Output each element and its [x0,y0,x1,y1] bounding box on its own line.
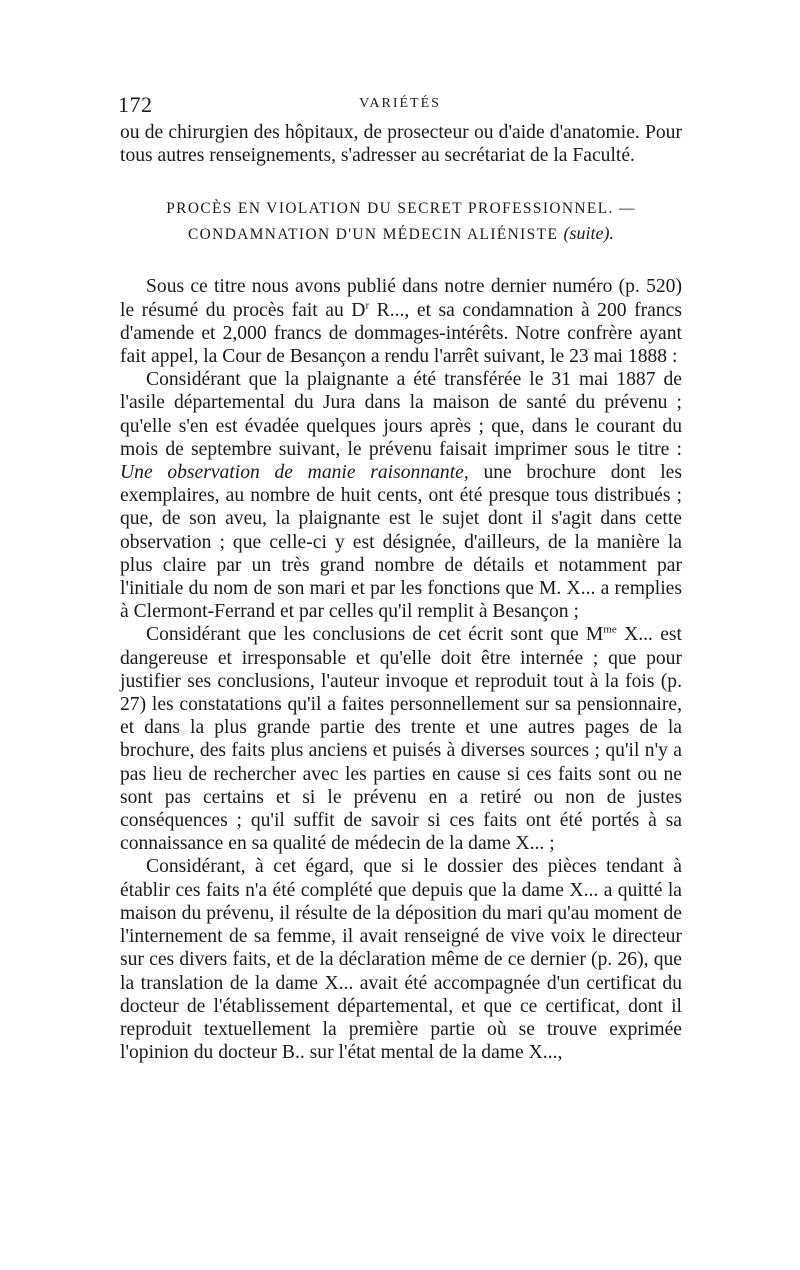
paragraph-2-italic-title: Une observation de manie raisonnante, [120,462,469,484]
paragraph-1-superscript: r [365,299,370,312]
page-header [118,92,682,122]
section-title-suite: (suite). [563,223,614,244]
paragraph-3-text-a: Considérant que les conclusions de cet écrit sont que M [146,624,604,646]
paragraph-4: Considérant, à cet égard, que si le dossier des pièces tendant à établir ces faits n'a été complété que depuis que la dame X... a quitté la maison du prévenu, il résulte de la déposition du mari qu'au moment de l'internement de sa femme, il avait renseigné de vive voix le directeur sur ces divers faits, et de la déclaration même de ce dernier (p. 26), que la translation de la dame X... avait été accompagnée d'un certificat du docteur de l'établissement départemental, et que ce certificat, dont il reproduit textuellement la première partie où se trouve exprimée l'opinion du docteur B.. sur l'état mental de la dame X..., [120,856,682,1064]
paragraph-2-text-b: une brochure dont les exemplaires, au nombre de huit cents, ont été presque tous distribués ; que, de son aveu, la plaignante est le sujet dont il s'agit dans cette observation ; que celle-ci y est désignée, d'ailleurs, de la manière la plus claire par un très grand nombre de détails et notamment par l'initiale du nom de son mari et par les fonctions que M. X... a remplies à Clermont-Ferrand et par celles qu'il remplit à Besançon ; [120,462,682,623]
paragraph-2 [120,368,682,623]
paragraph-2-text-a: Considérant que la plaignante a été transférée le 31 mai 1887 de l'asile départemental du Jura dans la maison de santé du prévenu ; qu'elle s'en est évadée quelques jours après ; que, dans le courant du mois de septembre suivant, le prévenu faisait imprimer sous le titre : [120,369,682,460]
paragraph-1-text-a: Sous ce titre nous avons publié dans notre dernier numéro (p. 520) le résumé du procès fait au D [120,276,682,321]
page-number: 172 [118,92,153,117]
section-title [120,197,682,247]
paragraph-3 [120,623,682,855]
paragraph-3-superscript: me [603,623,617,636]
intro-paragraph: ou de chirurgien des hôpitaux, de prosecteur ou d'aide d'anatomie. Pour tous autres renseignements, s'adresser au secrétariat de la Faculté. [120,122,682,167]
page-body [120,121,682,1064]
paragraph-1-text-b: R..., et sa condamnation à 200 francs d'amende et 2,000 francs de dommages-intérêts. Notre confrère ayant fait appel, la Cour de Besançon a rendu l'arrêt suivant, le 23 mai 1888 : [120,299,682,368]
section-title-main: PROCÈS EN VIOLATION DU SECRET PROFESSIONNEL. — CONDAMNATION D'UN MÉDECIN ALIÉNISTE [166,200,636,244]
paragraph-3-text-b: X... est dangereuse et irresponsable et qu'elle doit être internée ; que pour justifier ses conclusions, l'auteur invoque et reproduit tout à la fois (p. 27) les constatations qu'il a faites personnellement sur sa pensionnaire, et dans la plus grande partie des trente et une autres pages de la brochure, des faits plus anciens et puisés à diverses sources ; qu'il n'y a pas lieu de rechercher avec les parties en cause si ces faits sont ou ne sont pas certains et si le prévenu en a retiré ou non de justes conséquences ; qu'il suffit de savoir si ces faits ont été portés à sa connaissance en sa qualité de médecin de la dame X... ; [120,624,682,855]
paragraph-1 [120,275,682,368]
running-head: VARIÉTÉS [359,96,441,111]
